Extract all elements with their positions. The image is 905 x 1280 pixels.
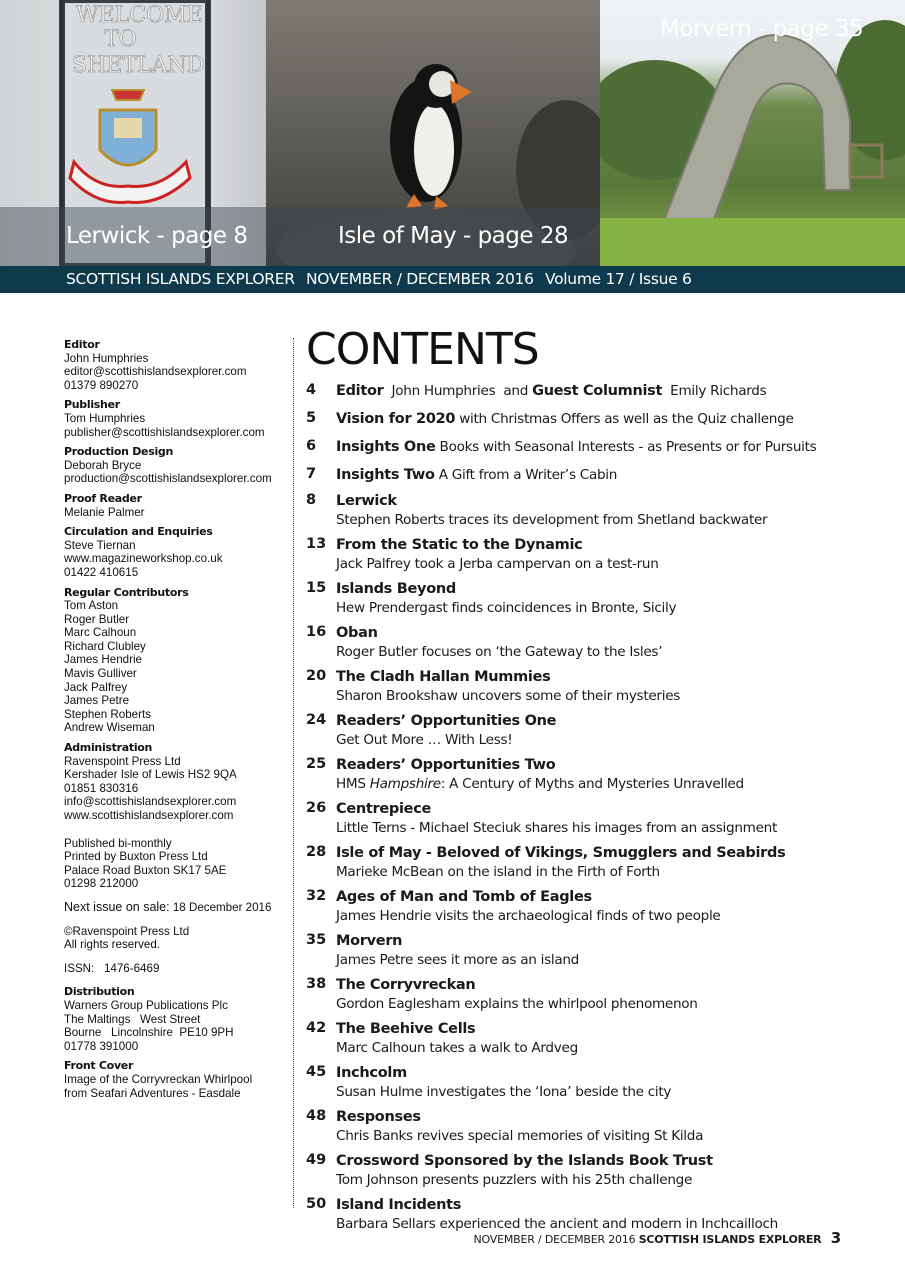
editor-line: John Humphries	[64, 351, 149, 365]
contents-entry	[306, 888, 896, 925]
entry-description: with Christmas Offers as well as the Quiz challenge	[455, 411, 794, 427]
contributor-name: James Petre	[64, 694, 130, 708]
entry-title: The Corryvreckan	[336, 977, 476, 993]
circulation-line: 01422 410615	[64, 565, 139, 579]
entry-description: Emily Richards	[662, 383, 767, 399]
contents-entry	[306, 624, 896, 661]
contents-entry	[306, 1108, 896, 1145]
contributor-name: Marc Calhoun	[64, 626, 137, 640]
entry-title: Insights One	[336, 439, 436, 455]
entry-page-number: 45	[306, 1064, 327, 1080]
entry-description: James Hendrie visits the archaeological finds of two people	[336, 908, 721, 924]
entry-description: Jack Palfrey took a Jerba campervan on a test-run	[336, 556, 659, 572]
copyright-line: ©Ravenspoint Press Ltd	[64, 924, 190, 938]
contributors-block	[64, 586, 289, 736]
entry-description: Roger Butler focuses on ‘the Gateway to the Isles’	[336, 644, 663, 660]
entry-page-number: 8	[306, 492, 317, 508]
entry-description: John Humphries and	[383, 383, 533, 399]
contents-entry	[306, 712, 896, 749]
entry-description	[336, 775, 896, 793]
production-line: production@scottishislandsexplorer.com	[64, 472, 272, 486]
administration-block	[64, 741, 289, 823]
entry-description: A Gift from a Writer’s Cabin	[434, 467, 618, 483]
banner-volume: Volume 17 / Issue 6	[545, 270, 692, 288]
contents-entry	[306, 580, 896, 617]
photo-caption-isle-of-may: Isle of May - page 28	[338, 223, 569, 249]
sign-word-2: TO	[104, 27, 137, 52]
contents-entry	[306, 844, 896, 881]
entry-title: Oban	[336, 625, 378, 641]
entry-title: Readers’ Opportunities Two	[336, 757, 556, 773]
entry-description: Sharon Brookshaw uncovers some of their mysteries	[336, 688, 681, 704]
entry-page-number: 28	[306, 844, 327, 860]
entry-page-number: 35	[306, 932, 327, 948]
next-issue-label: Next issue on sale:	[64, 899, 170, 914]
administration-line: www.scottishislandsexplorer.com	[64, 809, 234, 822]
column-divider	[293, 338, 294, 1208]
contents-entry	[306, 668, 896, 705]
entry-title: Responses	[336, 1109, 421, 1125]
contents-entry	[306, 436, 896, 457]
entry-description: Little Terns - Michael Steciuk shares his images from an assignment	[336, 820, 778, 836]
issn-text: ISSN: 1476-6469	[64, 961, 160, 975]
entry-page-number: 16	[306, 624, 327, 640]
production-heading: Production Design	[64, 445, 174, 459]
contributor-name: James Hendrie	[64, 653, 142, 667]
entry-description: Susan Hulme investigates the ‘Iona’ beside the city	[336, 1084, 672, 1100]
contents-entry	[306, 408, 896, 429]
editor-line: 01379 890270	[64, 378, 139, 392]
entry-description: James Petre sees it more as an island	[336, 952, 580, 968]
circulation-block	[64, 525, 289, 579]
production-line: Deborah Bryce	[64, 458, 142, 472]
production-block	[64, 445, 289, 486]
entry-title: Lerwick	[336, 493, 397, 509]
contents-entry	[306, 932, 896, 969]
contributor-name: Mavis Gulliver	[64, 667, 137, 681]
contributors-heading: Regular Contributors	[64, 585, 189, 599]
copyright-block	[64, 925, 289, 952]
entry-title: Inchcolm	[336, 1065, 407, 1081]
contributor-name: Stephen Roberts	[64, 707, 152, 721]
distribution-line: Bourne Lincolnshire PE10 9PH	[64, 1026, 234, 1040]
photo-caption-morvern: Morvern - page 35	[660, 16, 864, 42]
entry-page-number: 15	[306, 580, 327, 596]
contents-entry	[306, 464, 896, 485]
printing-line: Published bi-monthly	[64, 836, 172, 850]
entry-description: Stephen Roberts traces its development from Shetland backwater	[336, 512, 768, 528]
administration-line: 01851 830316	[64, 781, 139, 795]
masthead-sidebar	[64, 338, 289, 1106]
publisher-block	[64, 398, 289, 439]
footer-date: NOVEMBER / DECEMBER 2016	[473, 1233, 636, 1246]
administration-line: info@scottishislandsexplorer.com	[64, 795, 237, 809]
entry-page-number: 42	[306, 1020, 327, 1036]
footer-magazine: SCOTTISH ISLANDS EXPLORER	[638, 1233, 822, 1246]
entry-description: Get Out More … With Less!	[336, 732, 513, 748]
entry-page-number: 32	[306, 888, 327, 904]
contributor-name: Richard Clubley	[64, 639, 146, 653]
contents-list	[306, 380, 896, 1240]
contents-entry	[306, 536, 896, 573]
banner-magazine-name: SCOTTISH ISLANDS EXPLORER	[66, 270, 295, 288]
banner-issue-date: NOVEMBER / DECEMBER 2016	[306, 270, 534, 288]
page-footer	[474, 1229, 841, 1247]
entry-title: Insights Two	[336, 467, 435, 483]
entry-description: Books with Seasonal Interests - as Presents or for Pursuits	[435, 439, 817, 455]
publisher-heading: Publisher	[64, 398, 120, 412]
entry-title: From the Static to the Dynamic	[336, 537, 583, 553]
contents-entry	[306, 1196, 896, 1233]
entry-page-number: 48	[306, 1108, 327, 1124]
entry-title: Vision for 2020	[336, 411, 456, 427]
next-issue-block	[64, 901, 289, 915]
next-issue-date: 18 December 2016	[172, 900, 272, 914]
entry-page-number: 6	[306, 438, 317, 454]
contents-entry	[306, 492, 896, 529]
entry-title: Readers’ Opportunities One	[336, 713, 557, 729]
entry-title: Ages of Man and Tomb of Eagles	[336, 889, 592, 905]
entry-description: Gordon Eaglesham explains the whirlpool phenomenon	[336, 996, 698, 1012]
contents-entry	[306, 1020, 896, 1057]
entry-description-part: HMS	[336, 776, 370, 792]
printing-line: Printed by Buxton Press Ltd	[64, 850, 208, 864]
entry-description: Tom Johnson presents puzzlers with his 25th challenge	[336, 1172, 693, 1188]
administration-heading: Administration	[64, 741, 153, 755]
circulation-line: Steve Tiernan	[64, 538, 136, 552]
contributor-name: Tom Aston	[64, 599, 119, 613]
entry-description: Marieke McBean on the island in the Firth of Forth	[336, 864, 660, 880]
entry-page-number: 20	[306, 668, 327, 684]
entry-title: Centrepiece	[336, 801, 432, 817]
photo-strip	[0, 0, 905, 266]
entry-description-italic: Hampshire	[369, 776, 441, 792]
contents-title: CONTENTS	[306, 324, 539, 375]
entry-title: Crossword Sponsored by the Islands Book Trust	[336, 1153, 713, 1169]
entry-description: Barbara Sellars experienced the ancient and modern in Inchcailloch	[336, 1216, 778, 1232]
printing-block	[64, 837, 289, 891]
printing-line: 01298 212000	[64, 877, 139, 891]
contents-entry	[306, 976, 896, 1013]
editor-line: editor@scottishislandsexplorer.com	[64, 365, 247, 379]
entry-title: Morvern	[336, 933, 403, 949]
contents-entry	[306, 756, 896, 793]
distribution-line: The Maltings West Street	[64, 1012, 201, 1026]
contributor-name: Roger Butler	[64, 612, 130, 626]
entry-page-number: 4	[306, 382, 317, 398]
contents-entry	[306, 800, 896, 837]
entry-page-number: 7	[306, 466, 317, 482]
entry-page-number: 13	[306, 536, 327, 552]
distribution-line: 01778 391000	[64, 1039, 139, 1053]
circulation-heading: Circulation and Enquiries	[64, 525, 213, 539]
entry-page-number: 26	[306, 800, 327, 816]
entry-page-number: 24	[306, 712, 327, 728]
front-cover-line: Image of the Corryvreckan Whirlpool	[64, 1072, 253, 1086]
administration-line: Ravenspoint Press Ltd	[64, 754, 181, 768]
entry-description: Hew Prendergast finds coincidences in Bronte, Sicily	[336, 600, 677, 616]
front-cover-line: from Seafari Adventures - Easdale	[64, 1086, 241, 1100]
entry-description-part: : A Century of Myths and Mysteries Unravelled	[440, 776, 744, 792]
entry-page-number: 50	[306, 1196, 327, 1212]
entry-page-number: 5	[306, 410, 317, 426]
photo-caption-lerwick: Lerwick - page 8	[66, 223, 248, 249]
distribution-block	[64, 985, 289, 1053]
contributor-name: Jack Palfrey	[64, 680, 128, 694]
page-number: 3	[830, 1229, 841, 1247]
distribution-line: Warners Group Publications Plc	[64, 998, 228, 1012]
entry-page-number: 38	[306, 976, 327, 992]
entry-title: Islands Beyond	[336, 581, 456, 597]
publisher-line: publisher@scottishislandsexplorer.com	[64, 425, 265, 439]
copyright-line: All rights reserved.	[64, 938, 161, 952]
contents-entry	[306, 1064, 896, 1101]
administration-line: Kershader Isle of Lewis HS2 9QA	[64, 768, 237, 782]
sign-word-1: WELCOME	[76, 3, 203, 28]
entry-page-number: 49	[306, 1152, 327, 1168]
editor-heading: Editor	[64, 338, 100, 351]
entry-title: Island Incidents	[336, 1197, 462, 1213]
proof-line: Melanie Palmer	[64, 505, 145, 519]
contents-entry	[306, 1152, 896, 1189]
distribution-heading: Distribution	[64, 985, 135, 999]
front-cover-heading: Front Cover	[64, 1059, 134, 1073]
issue-banner	[0, 266, 905, 293]
proof-block	[64, 492, 289, 519]
contributor-name: Andrew Wiseman	[64, 721, 155, 735]
printing-line: Palace Road Buxton SK17 5AE	[64, 863, 227, 877]
circulation-line: www.magazineworkshop.co.uk	[64, 552, 223, 566]
entry-description: Chris Banks revives special memories of visiting St Kilda	[336, 1128, 704, 1144]
entry-title: Editor	[336, 383, 384, 399]
entry-title: The Beehive Cells	[336, 1021, 476, 1037]
entry-page-number: 25	[306, 756, 327, 772]
entry-title: The Cladh Hallan Mummies	[336, 669, 551, 685]
entry-description: Marc Calhoun takes a walk to Ardveg	[336, 1040, 578, 1056]
front-cover-block	[64, 1059, 289, 1100]
proof-heading: Proof Reader	[64, 491, 142, 505]
publisher-line: Tom Humphries	[64, 411, 146, 425]
entry-title: Guest Columnist	[532, 383, 663, 399]
entry-title: Isle of May - Beloved of Vikings, Smugglers and Seabirds	[336, 845, 786, 861]
sign-word-3: SHETLAND	[72, 53, 205, 78]
editor-block	[64, 338, 289, 392]
contents-entry	[306, 380, 896, 401]
issn-block	[64, 962, 289, 976]
